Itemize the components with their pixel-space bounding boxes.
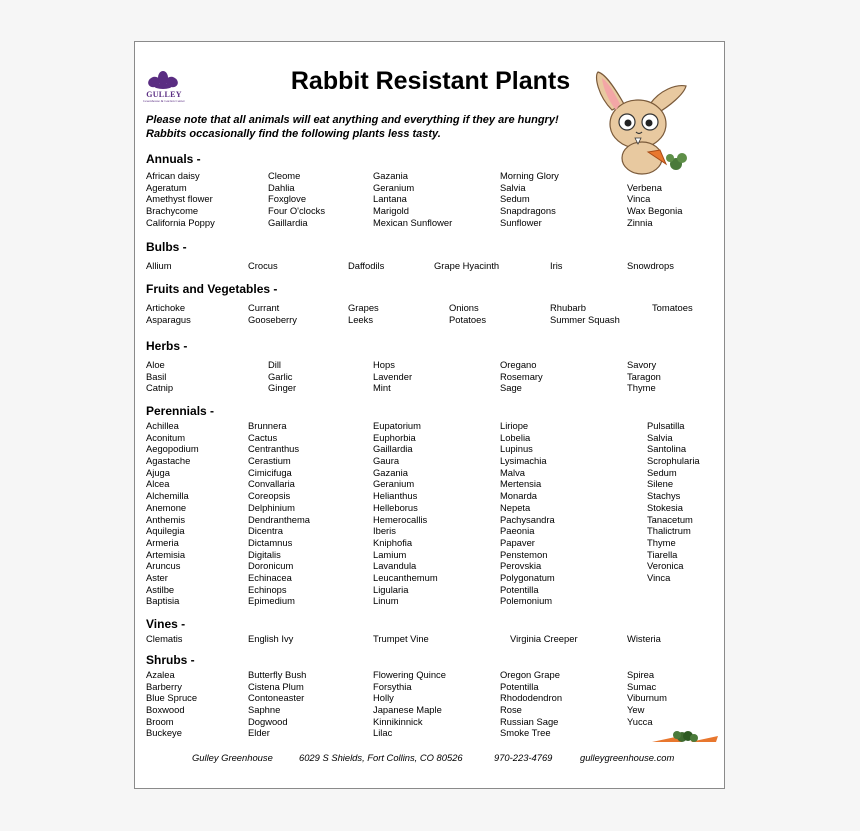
plant-name: Dendranthema <box>248 513 311 525</box>
plant-name: Grapes <box>348 302 379 313</box>
plant-name: Leucanthemum <box>373 571 438 583</box>
plant-name: Saphne <box>248 704 281 716</box>
plant-name: Iris <box>550 260 563 271</box>
plant-name: Foxglove <box>268 193 307 205</box>
plant-name: Four O'clocks <box>268 205 326 217</box>
plant-name: Vinca <box>647 571 671 583</box>
plant-name: Wax Begonia <box>627 205 683 217</box>
plant-name: Thalictrum <box>647 525 691 537</box>
plant-name: Agastache <box>146 455 191 467</box>
plant-name: Trumpet Vine <box>373 633 429 644</box>
plant-name: Anthemis <box>146 513 186 525</box>
plant-name: Potentilla <box>500 583 539 595</box>
plant-name: Savory <box>627 359 657 370</box>
perennials-column <box>373 420 438 607</box>
plant-name: Lupinus <box>500 443 533 455</box>
plant-name: Dictamnus <box>248 536 293 548</box>
shrubs-column <box>248 669 306 739</box>
shrubs-column <box>627 669 667 727</box>
plant-name: Mint <box>373 382 391 394</box>
bulbs-column <box>348 260 384 272</box>
plant-name: Yew <box>627 704 645 716</box>
carrots-decoration-icon <box>650 728 720 748</box>
plant-name: Lavender <box>373 370 413 382</box>
vines-column <box>248 633 293 645</box>
plant-name: Salvia <box>500 181 526 193</box>
plant-name: Dogwood <box>248 715 288 727</box>
annuals-column <box>373 170 452 228</box>
plant-name: Rose <box>500 704 522 716</box>
plant-name: Anemone <box>146 501 187 513</box>
fruits-and-vegetables-column <box>248 302 297 325</box>
plant-name: Verbena <box>627 181 662 193</box>
plant-name: California Poppy <box>146 216 215 228</box>
plant-name: Gaillardia <box>373 443 413 455</box>
plant-name: Aquilegia <box>146 525 185 537</box>
plant-name: Stokesia <box>647 501 683 513</box>
plant-name: Coreopsis <box>248 490 291 502</box>
plant-name: Penstemon <box>500 548 548 560</box>
section-title-herbs: Herbs - <box>146 339 188 353</box>
plant-name: Vinca <box>627 193 651 205</box>
plant-name: Scrophularia <box>647 455 700 467</box>
plant-name: Lantana <box>373 193 407 205</box>
plant-name: Basil <box>146 370 167 382</box>
footer-address: 6029 S Shields, Fort Collins, CO 80526 <box>299 752 463 763</box>
herbs-column <box>268 359 296 394</box>
annuals-column <box>627 170 682 228</box>
bunny-illustration-icon <box>590 68 695 178</box>
shrubs-column <box>373 669 446 739</box>
plant-name: Snapdragons <box>500 205 556 217</box>
plant-name: Epimedium <box>248 595 295 607</box>
section-title-vines: Vines - <box>146 617 186 631</box>
plant-name: Veronica <box>647 560 684 572</box>
plant-name: Aegopodium <box>146 443 199 455</box>
plant-name: Contoneaster <box>248 692 305 704</box>
plant-name: Rhubarb <box>550 302 586 313</box>
plant-name: Garlic <box>268 370 293 382</box>
plant-name: Blue Spruce <box>146 692 198 704</box>
fruits-and-vegetables-column <box>146 302 191 325</box>
plant-name: Boxwood <box>146 704 185 716</box>
plant-name: Digitalis <box>248 548 281 560</box>
plant-name: Ageratum <box>146 181 187 193</box>
plant-name: Brunnera <box>248 420 287 431</box>
bulbs-column <box>146 260 172 272</box>
herbs-column <box>373 359 412 394</box>
plant-name: Spirea <box>627 669 655 680</box>
footer-website: gulleygreenhouse.com <box>580 752 675 763</box>
plant-name: Eupatorium <box>373 420 421 431</box>
plant-name: Euphorbia <box>373 431 416 443</box>
plant-name: Monarda <box>500 490 538 502</box>
document-page <box>134 41 725 789</box>
plant-name: Sumac <box>627 680 657 692</box>
plant-name: Hops <box>373 359 395 370</box>
logo-subtext: Greenhouse & Garden Center <box>143 99 185 103</box>
logo-text: GULLEY <box>146 90 182 99</box>
footer-name: Gulley Greenhouse <box>192 752 273 763</box>
vines-column <box>510 633 578 645</box>
plant-name: Iberis <box>373 525 396 537</box>
plant-name: Brachycome <box>146 205 199 217</box>
plant-name: Barberry <box>146 680 182 692</box>
note-line-2: Rabbits occasionally find the following plants less tasty. <box>146 128 441 140</box>
plant-name: Pachysandra <box>500 513 555 525</box>
plant-name: Lavandula <box>373 560 417 572</box>
plant-name: Zinnia <box>627 216 653 228</box>
plant-name: Gaura <box>373 455 400 467</box>
plant-name: Nepeta <box>500 501 531 513</box>
plant-name: Convallaria <box>248 478 295 490</box>
plant-name: Potentilla <box>500 680 539 692</box>
plant-name: Lamium <box>373 548 407 560</box>
plant-name: Virginia Creeper <box>510 633 578 644</box>
plant-name: Polygonatum <box>500 571 555 583</box>
plant-name: Russian Sage <box>500 715 559 727</box>
plant-name: Cactus <box>248 431 278 443</box>
plant-name: Mexican Sunflower <box>373 216 453 228</box>
plant-name: African daisy <box>146 170 200 181</box>
plant-name: Broom <box>146 715 174 727</box>
plant-name: Artichoke <box>146 302 186 313</box>
plant-name: Silene <box>647 478 674 490</box>
plant-name: Astilbe <box>146 583 175 595</box>
plant-name: Catnip <box>146 382 174 394</box>
bulbs-column <box>627 260 674 272</box>
plant-name: Tanacetum <box>647 513 693 525</box>
plant-name: Onions <box>449 302 479 313</box>
plant-name: Alchemilla <box>146 490 189 502</box>
plant-name: Perovskia <box>500 560 542 572</box>
plant-name: Forsythia <box>373 680 412 692</box>
vines-column <box>146 633 182 645</box>
plant-name: Crocus <box>248 260 278 271</box>
fruits-and-vegetables-column <box>348 302 379 325</box>
plant-name: Artemisia <box>146 548 186 560</box>
plant-name: Aconitum <box>146 431 186 443</box>
plant-name: Pulsatilla <box>647 420 685 431</box>
plant-name: Morning Glory <box>500 170 559 181</box>
plant-name: Mertensia <box>500 478 542 490</box>
plant-name: Sage <box>500 382 522 394</box>
plant-name: Asparagus <box>146 313 191 325</box>
herbs-column <box>627 359 661 394</box>
plant-name: Ginger <box>268 382 297 394</box>
plant-name: Flowering Quince <box>373 669 446 680</box>
plant-name: Echinacea <box>248 571 292 583</box>
plant-name: Daffodils <box>348 260 385 271</box>
plant-name: Stachys <box>647 490 681 502</box>
plant-name: Clematis <box>146 633 183 644</box>
plant-name: Aloe <box>146 359 165 370</box>
plant-name: Cleome <box>268 170 301 181</box>
fruits-and-vegetables-column <box>550 302 620 325</box>
section-title-annuals: Annuals - <box>146 152 201 166</box>
plant-name: Grape Hyacinth <box>434 260 500 271</box>
plant-name: Ajuga <box>146 466 170 478</box>
plant-name: Sunflower <box>500 216 542 228</box>
plant-name: Summer Squash <box>550 313 620 325</box>
plant-name: Kniphofia <box>373 536 413 548</box>
bulbs-column <box>248 260 278 272</box>
perennials-column <box>647 420 700 584</box>
plant-name: Leeks <box>348 313 374 325</box>
plant-name: Wisteria <box>627 633 661 644</box>
vines-column <box>627 633 661 645</box>
plant-name: Azalea <box>146 669 175 680</box>
perennials-column <box>248 420 310 607</box>
note-line-1: Please note that all animals will eat anything and everything if they are hungry! <box>146 114 559 126</box>
plant-name: Paeonia <box>500 525 535 537</box>
plant-name: Allium <box>146 260 172 271</box>
plant-name: Taragon <box>627 370 661 382</box>
plant-name: Salvia <box>647 431 673 443</box>
plant-name: Polemonium <box>500 595 553 607</box>
plant-name: Gazania <box>373 466 408 478</box>
fruits-and-vegetables-column <box>449 302 486 325</box>
page-title: Rabbit Resistant Plants <box>290 67 571 95</box>
plant-name: Hemerocallis <box>373 513 428 525</box>
plant-name: Potatoes <box>449 313 487 325</box>
plant-name: Alcea <box>146 478 170 490</box>
plant-name: Sedum <box>500 193 530 205</box>
plant-name: Liriope <box>500 420 529 431</box>
plant-name: Rhododendron <box>500 692 563 704</box>
plant-name: Buckeye <box>146 727 182 739</box>
annuals-column <box>500 170 559 228</box>
plant-name: Lilac <box>373 727 393 739</box>
footer-phone: 970-223-4769 <box>494 752 553 763</box>
plant-name: Thyme <box>627 382 656 394</box>
plant-name: Elder <box>248 727 270 739</box>
plant-name: Oregon Grape <box>500 669 560 680</box>
plant-name: Santolina <box>647 443 687 455</box>
plant-name: Thyme <box>647 536 676 548</box>
fruits-and-vegetables-column <box>652 302 693 314</box>
plant-name: Baptisia <box>146 595 180 607</box>
plant-name: Cimicifuga <box>248 466 292 478</box>
plant-name: Smoke Tree <box>500 727 551 739</box>
plant-name: Holly <box>373 692 394 704</box>
plant-name: Geranium <box>373 478 415 490</box>
plant-name: Helleborus <box>373 501 418 513</box>
plant-name: Helianthus <box>373 490 418 502</box>
shrubs-column <box>500 669 562 739</box>
plant-name: Sedum <box>647 466 677 478</box>
plant-name: Currant <box>248 302 280 313</box>
plant-name: Centranthus <box>248 443 300 455</box>
plant-name: Amethyst flower <box>146 193 213 205</box>
plant-name: Ligularia <box>373 583 409 595</box>
plant-name: Gaillardia <box>268 216 308 228</box>
bulbs-column <box>434 260 499 272</box>
plant-name: Geranium <box>373 181 415 193</box>
plant-name: Kinnikinnick <box>373 715 423 727</box>
plant-name: Papaver <box>500 536 535 548</box>
shrubs-column <box>146 669 197 739</box>
annuals-column <box>268 170 325 228</box>
plant-name: Dill <box>268 359 282 370</box>
plant-name: Delphinium <box>248 501 295 513</box>
plant-name: Yucca <box>627 715 653 727</box>
section-title-fruits-and-vegetables: Fruits and Vegetables - <box>146 282 278 296</box>
plant-name: Cistena Plum <box>248 680 304 692</box>
plant-name: Marigold <box>373 205 409 217</box>
plant-name: Malva <box>500 466 526 478</box>
plant-name: Snowdrops <box>627 260 674 271</box>
plant-name: Tiarella <box>647 548 678 560</box>
vines-column <box>373 633 429 645</box>
plant-name: Gazania <box>373 170 408 181</box>
plant-name: Cerastium <box>248 455 291 467</box>
plant-name: Japanese Maple <box>373 704 442 716</box>
plant-name: Viburnum <box>627 692 667 704</box>
plant-name: Gooseberry <box>248 313 297 325</box>
plant-name: Lysimachia <box>500 455 547 467</box>
plant-name: Dicentra <box>248 525 283 537</box>
plant-name: Tomatoes <box>652 302 693 313</box>
plant-name: Echinops <box>248 583 287 595</box>
plant-name: Armeria <box>146 536 179 548</box>
plant-name: Lobelia <box>500 431 531 443</box>
plant-name: Linum <box>373 595 399 607</box>
perennials-column <box>500 420 555 607</box>
plant-name: Aruncus <box>146 560 181 572</box>
plant-name: Doronicum <box>248 560 294 572</box>
bulbs-column <box>550 260 563 272</box>
annuals-column <box>146 170 215 228</box>
herbs-column <box>146 359 173 394</box>
plant-name: Aster <box>146 571 168 583</box>
plant-name: Rosemary <box>500 370 543 382</box>
plant-name: English Ivy <box>248 633 294 644</box>
section-title-perennials: Perennials - <box>146 404 215 418</box>
plant-name: Butterfly Bush <box>248 669 307 680</box>
section-title-shrubs: Shrubs - <box>146 653 195 667</box>
plant-name: Achillea <box>146 420 179 431</box>
section-title-bulbs: Bulbs - <box>146 240 187 254</box>
herbs-column <box>500 359 543 394</box>
perennials-column <box>146 420 199 607</box>
plant-name: Oregano <box>500 359 537 370</box>
plant-name: Dahlia <box>268 181 295 193</box>
plant-name <box>627 170 682 182</box>
